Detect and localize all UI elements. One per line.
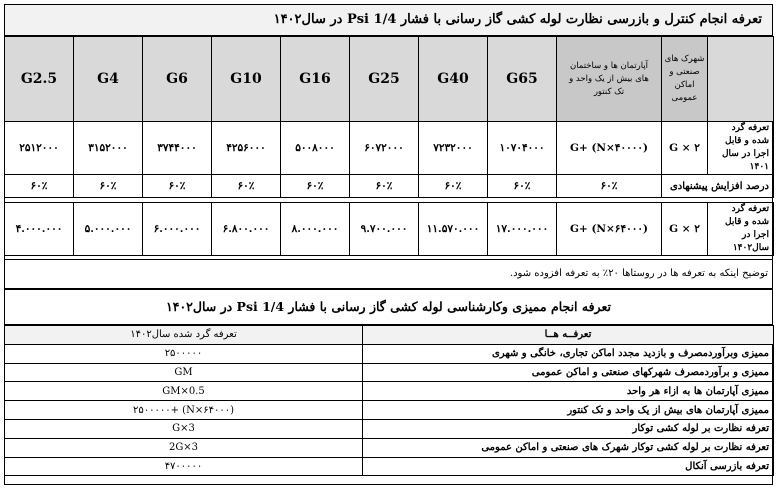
service-cell: تعرفه نظارت بر لوله کشی توکار شهرک های صنعتی و اماکن عمومی <box>363 438 774 457</box>
value-cell: ۶۰٪ <box>212 175 281 198</box>
table-row <box>5 363 774 382</box>
tariff-cell: ۲۵۰۰۰۰۰ <box>5 344 363 363</box>
table-row <box>5 419 774 438</box>
service-cell: تعرفه نظارت بر لوله کشی توکار <box>363 419 774 438</box>
value-cell: ۱۰۷۰۴۰۰۰ <box>488 122 557 175</box>
table-row <box>5 457 774 476</box>
service-cell: ممیزی آپارتمان های بیش از یک واحد و تک کنتور <box>363 401 774 420</box>
table-row <box>5 382 774 401</box>
audit-tariff-table <box>4 325 774 476</box>
town-cell: G × ۲ <box>662 203 708 256</box>
value-cell: ۱۱.۵۷۰.۰۰۰ <box>419 203 488 256</box>
header-town: شهرک های صنعتی و اماکن عمومی <box>662 37 708 122</box>
row-label: تعرفه گرد شده و قابل اجرا در سال ۱۴۰۱ <box>708 122 774 175</box>
row-label: تعرفه گرد شده و قابل اجرا در سال۱۴۰۲ <box>708 203 774 256</box>
header-grade: G10 <box>212 37 281 122</box>
value-cell: ۶۰٪ <box>488 175 557 198</box>
section-title: تعرفه انجام ممیزی وکارشناسی لوله کشی گاز رسانی با فشار 1/4 Psi در سال۱۴۰۲ <box>4 289 773 325</box>
apartment-cell: (N×۴۰۰۰۰) +G <box>557 122 662 175</box>
value-cell: ۵۰۰۸۰۰۰ <box>281 122 350 175</box>
table-row <box>5 203 774 256</box>
value-cell: ۷۲۳۲۰۰۰ <box>419 122 488 175</box>
value-cell: ۶۰٪ <box>281 175 350 198</box>
tariff-cell: (N×۶۴۰۰۰) +۲۵۰۰۰۰۰ <box>5 401 363 420</box>
town-cell: G × ۲ <box>662 122 708 175</box>
value-cell: ۲۵۱۲۰۰۰ <box>5 122 74 175</box>
header-service: تعرفــه هــا <box>363 326 774 345</box>
value-cell: ۴.۰۰۰.۰۰۰ <box>5 203 74 256</box>
table-row <box>5 344 774 363</box>
value-cell: ۶.۰۰۰.۰۰۰ <box>143 203 212 256</box>
tariff-cell: GM <box>5 363 363 382</box>
service-cell: تعرفه بازرسی آنکال <box>363 457 774 476</box>
value-cell: ۶.۸۰۰.۰۰۰ <box>212 203 281 256</box>
value-cell: ۶۰٪ <box>350 175 419 198</box>
header-grade: G16 <box>281 37 350 122</box>
header-grade: G4 <box>74 37 143 122</box>
header-apartment: آپارتمان ها و ساختمان های بیش از یک واحد و تک کنتور <box>557 37 662 122</box>
value-cell: ۳۷۴۴۰۰۰ <box>143 122 212 175</box>
value-cell: ۶۰٪ <box>5 175 74 198</box>
apartment-cell: (N×۶۴۰۰۰) +G <box>557 203 662 256</box>
tariff-cell: GM×0.5 <box>5 382 363 401</box>
table-row <box>5 175 774 198</box>
table-header-row <box>5 326 774 345</box>
tariff-cell: G×3 <box>5 419 363 438</box>
value-cell: ۸.۰۰۰.۰۰۰ <box>281 203 350 256</box>
service-cell: ممیزی و برآوردمصرف شهرکهای صنعتی و اماکن عمومی <box>363 363 774 382</box>
header-grade: G2.5 <box>5 37 74 122</box>
page-title: تعرفه انجام کنترل و بازرسی نظارت لوله کشی گاز رسانی با فشار 1/4 Psi در سال۱۴۰۲ <box>4 4 773 36</box>
value-cell: ۶۰۷۲۰۰۰ <box>350 122 419 175</box>
footnote: توضیح اینکه به تعرفه ها در روستاها ۲۰٪ به تعرفه افزوده شود. <box>4 259 773 289</box>
value-cell: ۳۱۵۲۰۰۰ <box>74 122 143 175</box>
header-tariff: تعرفه گرد شده سال۱۴۰۲ <box>5 326 363 345</box>
table-row <box>5 122 774 175</box>
header-grade: G65 <box>488 37 557 122</box>
service-cell: ممیزی وبرآوردمصرف و بازدید مجدد اماکن تجاری، خانگی و شهری <box>363 344 774 363</box>
value-cell: ۶۰٪ <box>74 175 143 198</box>
table-row <box>5 438 774 457</box>
header-grade: G40 <box>419 37 488 122</box>
inspection-tariff-table <box>4 36 774 256</box>
value-cell: ۶۰٪ <box>419 175 488 198</box>
value-cell: ۶۰٪ <box>143 175 212 198</box>
table-header-row <box>5 37 774 122</box>
header-grade: G25 <box>350 37 419 122</box>
tariff-cell: ۴۷۰۰۰۰۰ <box>5 457 363 476</box>
value-cell: ۱۷.۰۰۰.۰۰۰ <box>488 203 557 256</box>
header-grade: G6 <box>143 37 212 122</box>
value-cell: ۵.۰۰۰.۰۰۰ <box>74 203 143 256</box>
tariff-cell: 2G×3 <box>5 438 363 457</box>
apartment-cell: ۶۰٪ <box>557 175 662 198</box>
header-label-cell <box>708 37 774 122</box>
row-label: درصد افزایش پیشنهادی <box>662 175 774 198</box>
value-cell: ۴۲۵۶۰۰۰ <box>212 122 281 175</box>
value-cell: ۹.۷۰۰.۰۰۰ <box>350 203 419 256</box>
table-row <box>5 401 774 420</box>
service-cell: ممیزی آپارتمان ها به ازاء هر واحد <box>363 382 774 401</box>
